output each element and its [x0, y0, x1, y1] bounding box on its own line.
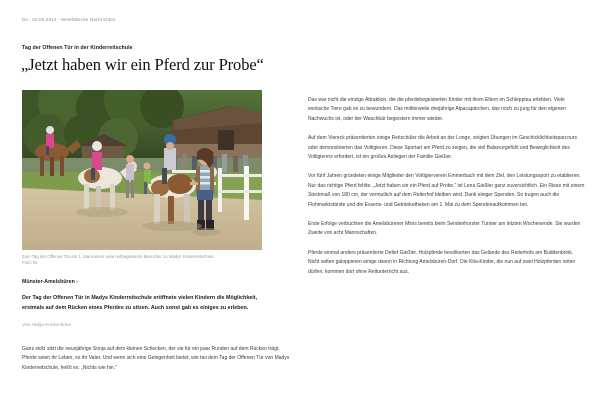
article-headline: „Jetzt haben wir ein Pferd zur Probe“ — [21, 55, 264, 74]
article-body-left: Ganz stolz sitzt die neunjährige Sonja auf dem kleinen Schecken, der sie für ein paar Runden auf dem Rücken trägt. Pferde seien ihr Leben, so ihr Vater. Und wenn sich eine Gelegenheit bietet, wie bei dem Tag der Offenen Tür von Madys Kinderreitschule, heißt es: „Nichts wie hin.“ — [22, 346, 290, 371]
photo-caption: Zum Tag der Offenen Tür am 1. Mai kamen viele reitbegeisterte Besucher zu Madys Kinderreitschule. Foto: hk — [22, 254, 215, 266]
article-paragraph: Pferde einmal anders präsentierte Detlef Gießler. Holzpferde bevölkerten das Gelände des Reiterhofs am Buddenbrink. Nicht selten galoppieren einige davon in Richtung Amelsbüren-Dorf. Die Kita-Kinder, die nun auf zwei Holzpferden reiten dürfen, kommen dort ohne Reitunterricht aus. — [308, 249, 576, 275]
photo-illustration — [22, 90, 262, 250]
article-paragraph: Auf dem Viereck präsentierten einige Reitschüler die Arbeit an der Longe, zeigten Übungen im Geschicklichkeitsparcours oder demonstrierten das Voltigieren. Diese Sportart am Pferd zu zeigen, die viel Balancegefühl und Beweglichkeit des Voltigierers erfordert, ist ein großes Anliegen der Familie Gießler. — [308, 135, 578, 161]
article-left-column — [22, 90, 284, 327]
article-byline: Von Helga Kretzschmar — [22, 322, 72, 327]
publication-dateline-row — [22, 16, 588, 23]
article-location-dateline: Münster-Amelsbüren - — [22, 279, 79, 286]
article-paragraph: Erste Erfolge verbuchten die Amelsbürener Minis bereits beim Sendenhorster Turnier am letzten Wochenende. Sie wurden Zweite von acht Mannschaften. — [308, 221, 581, 237]
article-right-column — [308, 96, 586, 277]
article-paragraph: Vor fünf Jahren gründeten einige Mitglieder den Voltigierverein Emmerbach mit dem Ziel, den Leistungssport zu etablieren. Nur das richtige Pferd fehlte. „Jetzt haben wir ein Pferd auf Probe,“ ist Lena Gießler ganz zuversichtlich. Ein Riese mit einem Stockmaß von 180 cm, der vermutlich auf dem Reiterhof bleiben wird. Dank einiger Spenden. So trugen auch die Flohmarktstände und die Essens- und Getränketheken am 1. Mai zu dem Spendenaufkommen bei. — [308, 173, 585, 208]
article-photo — [22, 90, 262, 250]
publication-dateline: Do., 02.05.2013 - Westfälische Nachrichten — [22, 17, 116, 22]
article-paragraph: Das war nicht die einzige Attraktion, die die pferdebegeisterten Kinder mit ihren Eltern im Schlepptau erlebten. Viele exotische Tiere gab es zu bewundern. Das mittlerweile dreijährige Alpacapärchen, das noch zu jung für den eigenen Nachwuchs ist, oder der Waschbär begeistern immer wieder. — [308, 97, 566, 122]
article-kicker: Tag der Offenen Tür in der Kinderreitschule — [22, 45, 133, 51]
article-lead: Der Tag der Offenen Tür in Madys Kinderreitschule eröffnete vielen Kindern die Möglichkeit, erstmals auf dem Rücken eines Pferdes zu sitzen. Auch sonst gab es einiges zu erleben. — [22, 295, 258, 311]
